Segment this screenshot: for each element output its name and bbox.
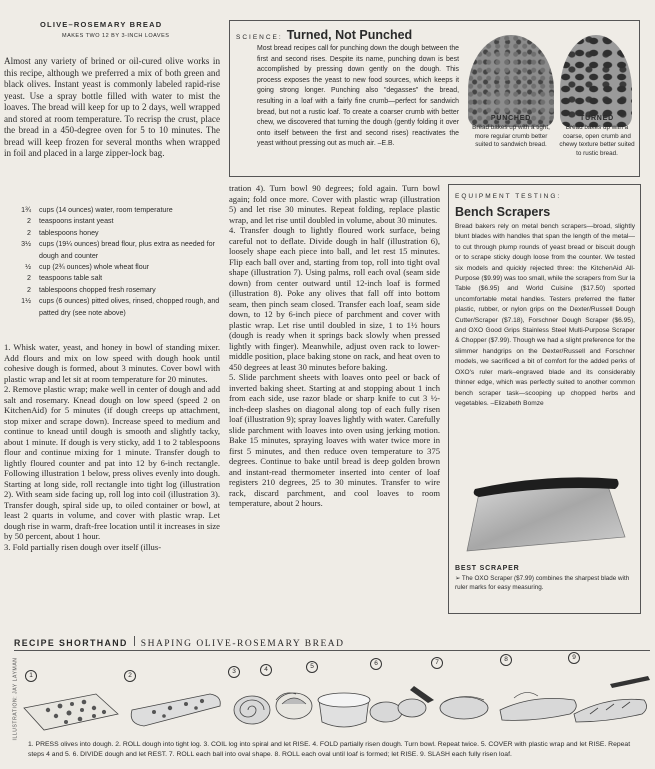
shorthand-label: RECIPE SHORTHAND xyxy=(14,638,128,648)
step-number-6: 6 xyxy=(370,658,382,670)
equipment-testing-sidebar xyxy=(448,184,641,614)
ingredient-item xyxy=(4,296,220,319)
ingredient-quantity: 3½ xyxy=(21,240,31,249)
ingredient-text: cups (19¼ ounces) bread flour, plus extra as needed for dough and counter xyxy=(39,240,215,260)
ingredient-text: tablespoons honey xyxy=(39,228,99,237)
illustration-roll-loaf xyxy=(500,692,576,720)
ingredient-quantity: 2 xyxy=(27,217,31,226)
science-kicker: SCIENCE: xyxy=(236,34,283,41)
ingredient-item xyxy=(4,228,220,239)
ingredient-quantity: 2 xyxy=(27,285,31,294)
shorthand-caption: 1. PRESS olives into dough. 2. ROLL dough into tight log. 3. COIL log into spiral and let RISE. 4. FOLD partially risen dough. Turn bowl. Repeat twice. 5. COVER with plastic wrap and let RISE. Repeat steps 4 and 5. 6. DIVIDE dough and let REST. 7. ROLL each ball into oval shape. 8. ROLL each oval until loaf is formed; let RISE. 9. SLASH each fully risen loaf. xyxy=(28,741,631,758)
turned-bread-photo xyxy=(560,35,632,127)
ingredient-text: teaspoons instant yeast xyxy=(39,217,114,226)
illustration-press-olives xyxy=(24,694,118,730)
equipment-caption: ➢ The OXO Scraper ($7.99) combines the sharpest blade with ruler marks for easy measuring. xyxy=(455,575,630,591)
illustration-coil xyxy=(234,696,270,724)
science-header xyxy=(236,28,412,42)
bench-scraper-photo xyxy=(457,475,633,555)
illustration-oval xyxy=(440,696,488,719)
equipment-kicker: EQUIPMENT TESTING: xyxy=(455,193,562,200)
ingredient-item xyxy=(4,285,220,296)
illustration-fold xyxy=(276,693,312,719)
recipe-title: OLIVE–ROSEMARY BREAD xyxy=(40,20,163,29)
step-number-5: 5 xyxy=(306,661,318,673)
instructions-column-2: tration 4). Turn bowl 90 degrees; fold again. Turn bowl again; fold once more. Cover with plastic wrap (illustration 5) and let rise 30 minutes. Repeat folding, replace plastic wrap, and let rise until doubled in volume, about 30 minutes. 4. Transfer dough to lightly floured work surface, being careful not to deflate. Divide dough in half (illustration 6), loosely shape each piece into ball, and let rest 15 minutes. Flip each ball over and, starting from top, roll into tight oval shape (illustration 7). Using palms, roll each oval (seam side down) from center outward until 12-inch loaf is formed (illustration 8). Poke any olives that fall off into bottom seam, then pinch seam closed. Transfer each loaf, seam side down, to 12 by 6-inch piece of parchment and cover with plastic wrap. Let rise until doubled in size, 1 to 1½ hours (dough is ready when it springs back slowly when pressed lightly with finger). Meanwhile, adjust oven rack to lower-middle position, place baking stone on rack, and heat oven to 450 degrees at least 30 minutes before baking. 5. Slide parchment sheets with loaves onto peel or back of inverted baking sheet. Starting at and stopping about 1 inch from each side, use razor blade or sharp knife to cut 3 ½-inch-deep slashes on diagonal along top of each fully risen loaf (illustration 9); spray loaves lightly with water. Carefully slide parchment with loaves into oven using jerking motion. Bake 15 minutes, spraying loaves with water twice more in first 5 minutes, and then reduce oven temperature to 375 degrees. Continue to bake until bread is deep golden brown and instant-read thermometer inserted into center of loaf registers 210 degrees, 25 to 30 minutes. Transfer to wire rack, discard parchment, and cool loaves to room temperature, about 2 hours. xyxy=(229,183,440,508)
step-number-8: 8 xyxy=(500,654,512,666)
punched-caption: Bread bakes up with a tight, more regular crumb better suited to sandwich bread. xyxy=(472,124,550,148)
ingredient-item xyxy=(4,216,220,227)
shaping-illustrations xyxy=(14,670,654,740)
illustration-credit: ILLUSTRATION: JAY LAYMAN xyxy=(12,657,19,741)
ingredient-quantity: 1¾ xyxy=(21,206,31,214)
ingredient-text: cup (2¾ ounces) whole wheat flour xyxy=(39,263,150,272)
ingredient-item xyxy=(4,262,220,273)
illustration-roll-log xyxy=(131,694,220,726)
ingredient-list xyxy=(4,205,220,319)
step-number-4: 4 xyxy=(260,664,272,676)
recipe-shorthand-strip xyxy=(0,630,655,769)
illustration-cover xyxy=(318,693,370,727)
recipe-yield: MAKES TWO 12 BY 3-INCH LOAVES xyxy=(62,33,170,39)
illustration-slash xyxy=(574,676,650,722)
ingredient-quantity: ½ xyxy=(25,263,31,272)
ingredient-text: teaspoons table salt xyxy=(39,274,103,283)
step-number-1: 1 xyxy=(25,670,37,682)
science-body: Most bread recipes call for punching down the dough between the first and second rises. Despite its name, punching down is best accomplished by pressing down gently on the dough. This process exposes the yeast to new food sources, which keeps it going strong longer. Punching also "degasses" the bread, resulting in a loaf with a fairly fine crumb—perfect for sandwich bread, but not a rustic loaf. To create a coarser crumb with better chew, we discovered that turning the dough (gently folding it over onto itself between the first and second rises) reactivates the yeast without pressing out as much air. –E.B. xyxy=(257,45,459,148)
step-number-3: 3 xyxy=(228,666,240,678)
ingredient-quantity: 2 xyxy=(27,274,31,283)
step-number-2: 2 xyxy=(124,670,136,682)
ingredient-quantity: 2 xyxy=(27,228,31,237)
punched-bread-photo xyxy=(468,35,554,127)
shorthand-header xyxy=(14,636,344,649)
ingredient-text: cups (6 ounces) pitted olives, rinsed, chopped rough, and patted dry (see note above) xyxy=(39,297,220,317)
illustration-divide xyxy=(370,686,434,722)
step-number-9: 9 xyxy=(568,652,580,664)
equipment-caption-title: BEST SCRAPER xyxy=(455,565,520,572)
shorthand-subtitle: SHAPING OLIVE-ROSEMARY BREAD xyxy=(140,639,345,649)
step-number-7: 7 xyxy=(431,657,443,669)
ingredient-quantity: 1½ xyxy=(21,297,31,306)
ingredient-item xyxy=(4,239,220,262)
equipment-body: Bread bakers rely on metal bench scrapers—broad, slightly blunt blades with handles that span the length of the metal—to cut through plump rounds of yeast bread or biscuit dough or to scrape sticky dough loose from the counter. We tested six models and quickly rejected three: the KitchenAid All-Purpose ($9.99) was too small, while the scrapers from Sur la Table ($6.95) and World Cuisine ($17.50) sported uncomfortable metal handles. Testers preferred the flatter plastic, rubber, or nylon grips on the Dexter/Russell Dough Cutter/Scraper ($7.18), Forschner Dough Scraper ($6.95), and OXO Good Grips Stainless Steel Multi-Purpose Scraper & Chopper ($7.99). Though we had a slight preference for the slimmer handgrips on the Dexter/Russell and Forschner models, we sacrificed a bit of comfort for the added perks of OXO's ruler mark–engraved blade and its considerably thinner edge, which was perfectly suited to another common bench scraper task—scooping up chopped herbs and vegetables. –Elizabeth Bomze xyxy=(455,223,635,407)
punched-caption-title: PUNCHED xyxy=(490,115,532,122)
ingredient-text: tablespoons chopped fresh rosemary xyxy=(39,285,156,294)
science-title: Turned, Not Punched xyxy=(286,28,413,42)
ingredient-item xyxy=(4,273,220,284)
equipment-title: Bench Scrapers xyxy=(455,205,551,219)
turned-caption: Bread bakes up with a coarse, open crumb and chewy texture better suited to rustic bread. xyxy=(559,124,635,157)
ingredient-item xyxy=(4,205,220,216)
turned-caption-title: TURNED xyxy=(580,115,614,122)
ingredient-text: cups (14 ounces) water, room temperature xyxy=(39,206,173,214)
instructions-column-1: 1. Whisk water, yeast, and honey in bowl of standing mixer. Add flours and mix on low speed with dough hook until cohesive dough is formed, about 3 minutes. Cover bowl with plastic wrap and let sit at room temperature for 20 minutes. 2. Remove plastic wrap; make well in center of dough and add salt and rosemary. Knead dough on low speed (speed 2 on KitchenAid) for 5 minutes (if dough creeps up attachment, stop mixer and scrape down). Increase speed to medium and continue to knead until dough is smooth and slightly tacky, about 1 minute. If dough is very sticky, add 1 to 2 tablespoons flour and continue mixing for 1 minute. Transfer dough to lightly floured counter and pat into 12 by 6-inch rectangle. Following illustration 1 below, press olives evenly into dough. Starting at long side, roll rectangle into tight log (illustration 2). With seam side facing up, roll log into coil (illustration 3). Transfer dough, spiral side up, to oiled container or bowl, at least 2 quarts in volume, and cover with plastic wrap. Let dough rise in warm, draft-free location until it increases in size by 50 percent, about 1 hour. 3. Fold partially risen dough over itself (illus- xyxy=(4,342,220,552)
science-sidebar xyxy=(229,20,640,177)
recipe-intro: Almost any variety of brined or oil-cured olive works in this recipe, although we preferred a mix of both green and black olives. Instant yeast is commonly labeled rapid-rise yeast. Use a spray bottle filled with water to mist the loaves. The bread will keep for up to 2 days, well wrapped and stored at room temperature. To recrisp the crust, place the bread in a 450-degree oven for 5 to 10 minutes. The bread will keep frozen for several months when wrapped in foil and placed in a large zipper-lock bag. xyxy=(4,56,220,158)
